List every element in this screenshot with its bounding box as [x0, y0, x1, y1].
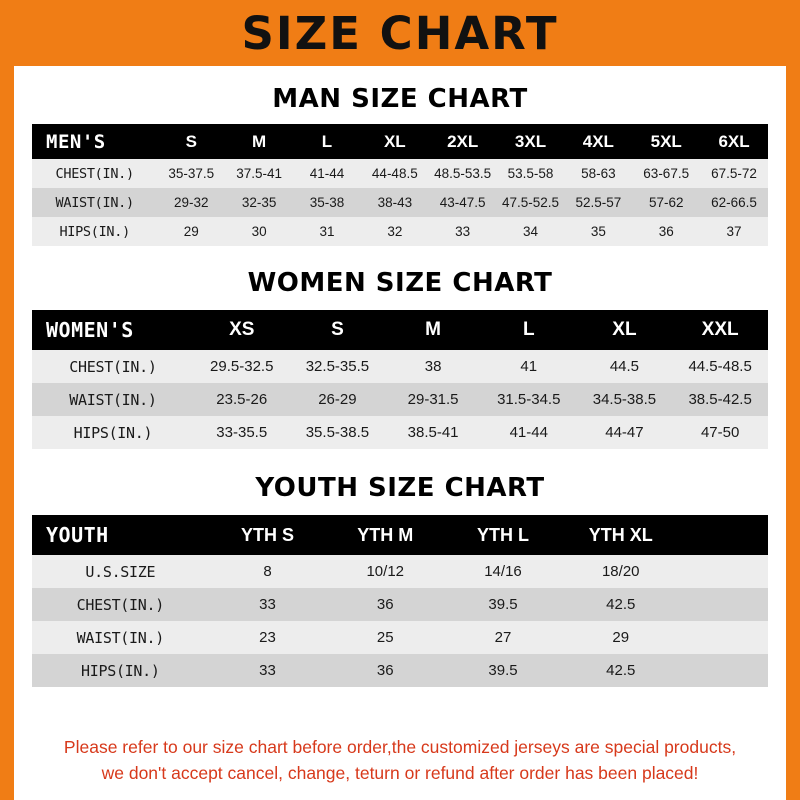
- table-cell: 38.5-42.5: [672, 383, 768, 416]
- column-header: M: [385, 310, 481, 350]
- footer-note-line-1: Please refer to our size chart before order,the customized jerseys are special products,: [63, 736, 737, 757]
- table-cell: 32-35: [225, 188, 293, 217]
- men-size-table: [32, 124, 768, 246]
- row-label: U.S.SIZE: [32, 555, 209, 588]
- column-header: 6XL: [700, 124, 768, 159]
- table-cell: 42.5: [562, 654, 680, 687]
- table-cell: 38.5-41: [385, 416, 481, 449]
- table-row: [32, 350, 768, 383]
- table-row: [32, 621, 768, 654]
- row-label: WAIST(IN.): [32, 621, 209, 654]
- table-row: [32, 188, 768, 217]
- table-cell: 53.5-58: [497, 159, 565, 188]
- table-cell: 14/16: [444, 555, 562, 588]
- column-header: YTH M: [326, 515, 444, 555]
- chart-content: [14, 66, 786, 800]
- column-header-spacer: [680, 515, 768, 555]
- table-header-row: [32, 124, 768, 159]
- table-row: [32, 555, 768, 588]
- women-section-title: WOMEN SIZE CHART: [247, 268, 553, 298]
- table-cell: 47-50: [672, 416, 768, 449]
- table-cell: 48.5-53.5: [429, 159, 497, 188]
- column-header: XS: [194, 310, 290, 350]
- table-cell: 34.5-38.5: [577, 383, 673, 416]
- table-cell: 33: [209, 654, 327, 687]
- column-header: 5XL: [632, 124, 700, 159]
- table-cell: 10/12: [326, 555, 444, 588]
- youth-section-title: YOUTH SIZE CHART: [255, 473, 545, 503]
- row-label: CHEST(IN.): [32, 588, 209, 621]
- table-cell: 34: [497, 217, 565, 246]
- table-cell: 39.5: [444, 588, 562, 621]
- table-cell: 67.5-72: [700, 159, 768, 188]
- table-cell: 29-31.5: [385, 383, 481, 416]
- table-cell: 25: [326, 621, 444, 654]
- column-header: YTH S: [209, 515, 327, 555]
- table-cell: 36: [326, 588, 444, 621]
- column-header: XL: [577, 310, 673, 350]
- table-cell: 35-38: [293, 188, 361, 217]
- table-cell: 35.5-38.5: [290, 416, 386, 449]
- table-cell: 23: [209, 621, 327, 654]
- table-cell: 37: [700, 217, 768, 246]
- row-label: HIPS(IN.): [32, 217, 157, 246]
- table-cell: 26-29: [290, 383, 386, 416]
- table-cell: 41: [481, 350, 577, 383]
- table-cell-spacer: [680, 555, 768, 588]
- table-row: [32, 383, 768, 416]
- table-cell: 36: [632, 217, 700, 246]
- column-header: L: [293, 124, 361, 159]
- table-cell: 29: [157, 217, 225, 246]
- table-cell: 44-48.5: [361, 159, 429, 188]
- table-cell: 35-37.5: [157, 159, 225, 188]
- table-cell: 29-32: [157, 188, 225, 217]
- table-cell: 38-43: [361, 188, 429, 217]
- column-header: YTH L: [444, 515, 562, 555]
- column-header: S: [290, 310, 386, 350]
- column-header: YTH XL: [562, 515, 680, 555]
- table-cell: 30: [225, 217, 293, 246]
- table-cell: 33-35.5: [194, 416, 290, 449]
- table-cell-spacer: [680, 588, 768, 621]
- table-cell-spacer: [680, 654, 768, 687]
- page-title: SIZE CHART: [241, 6, 559, 60]
- table-cell: 52.5-57: [564, 188, 632, 217]
- column-header: 3XL: [497, 124, 565, 159]
- table-cell: 35: [564, 217, 632, 246]
- table-row: [32, 416, 768, 449]
- table-cell: 44.5-48.5: [672, 350, 768, 383]
- table-header-row: [32, 310, 768, 350]
- table-cell: 47.5-52.5: [497, 188, 565, 217]
- row-label: CHEST(IN.): [32, 350, 194, 383]
- column-header: XL: [361, 124, 429, 159]
- table-cell: 23.5-26: [194, 383, 290, 416]
- table-cell-spacer: [680, 621, 768, 654]
- row-label: HIPS(IN.): [32, 416, 194, 449]
- women-size-table: [32, 310, 768, 449]
- column-header: 4XL: [564, 124, 632, 159]
- table-cell: 38: [385, 350, 481, 383]
- table-cell: 36: [326, 654, 444, 687]
- column-header: L: [481, 310, 577, 350]
- table-cell: 62-66.5: [700, 188, 768, 217]
- column-header: 2XL: [429, 124, 497, 159]
- column-header: YOUTH: [32, 515, 209, 555]
- table-cell: 58-63: [564, 159, 632, 188]
- row-label: HIPS(IN.): [32, 654, 209, 687]
- table-cell: 33: [429, 217, 497, 246]
- table-cell: 44-47: [577, 416, 673, 449]
- table-cell: 31: [293, 217, 361, 246]
- table-cell: 43-47.5: [429, 188, 497, 217]
- column-header: XXL: [672, 310, 768, 350]
- column-header: MEN'S: [32, 124, 157, 159]
- table-cell: 63-67.5: [632, 159, 700, 188]
- table-header-row: [32, 515, 768, 555]
- table-cell: 32: [361, 217, 429, 246]
- table-cell: 41-44: [481, 416, 577, 449]
- table-cell: 31.5-34.5: [481, 383, 577, 416]
- table-cell: 18/20: [562, 555, 680, 588]
- column-header: M: [225, 124, 293, 159]
- table-row: [32, 588, 768, 621]
- row-label: WAIST(IN.): [32, 188, 157, 217]
- table-row: [32, 159, 768, 188]
- men-section-title: MAN SIZE CHART: [272, 84, 528, 114]
- footer-note: [32, 722, 768, 800]
- row-label: CHEST(IN.): [32, 159, 157, 188]
- table-cell: 29.5-32.5: [194, 350, 290, 383]
- table-row: [32, 654, 768, 687]
- table-cell: 32.5-35.5: [290, 350, 386, 383]
- column-header: WOMEN'S: [32, 310, 194, 350]
- table-cell: 42.5: [562, 588, 680, 621]
- table-cell: 57-62: [632, 188, 700, 217]
- table-cell: 33: [209, 588, 327, 621]
- youth-size-table: [32, 515, 768, 687]
- table-row: [32, 217, 768, 246]
- table-cell: 8: [209, 555, 327, 588]
- header-bar: [14, 0, 786, 66]
- table-cell: 39.5: [444, 654, 562, 687]
- row-label: WAIST(IN.): [32, 383, 194, 416]
- column-header: S: [157, 124, 225, 159]
- table-cell: 37.5-41: [225, 159, 293, 188]
- table-cell: 27: [444, 621, 562, 654]
- table-cell: 29: [562, 621, 680, 654]
- table-cell: 41-44: [293, 159, 361, 188]
- footer-note-line-2: we don't accept cancel, change, teturn or refund after order has been placed!: [101, 762, 699, 783]
- table-cell: 44.5: [577, 350, 673, 383]
